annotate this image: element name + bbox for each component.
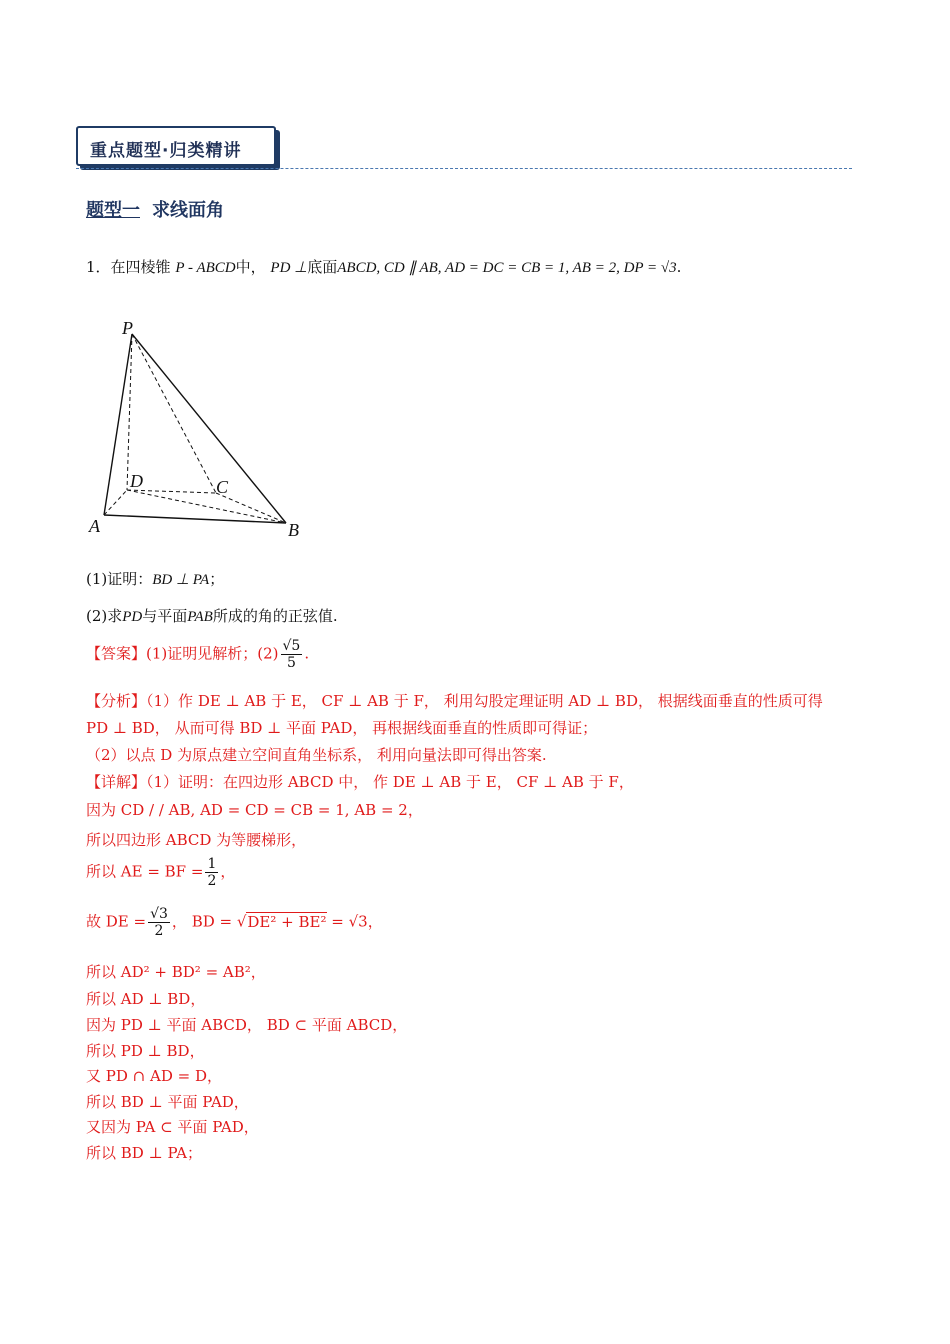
label-C: C — [216, 477, 229, 497]
label-A: A — [89, 516, 100, 536]
detail-line-5: 故 DE = $\frac{√3}{2}$ ， BD = √DE² + BE² = √3， — [86, 906, 383, 939]
q2-a: (2)求 — [86, 607, 123, 625]
stem-text-a: 在四棱锥 — [110, 258, 171, 276]
edge-DB — [127, 490, 286, 523]
stem-end: . — [676, 258, 682, 276]
detail-text-1: （1）证明：在四边形 ABCD 中， 作 DE ⊥ AB 于 E， CF ⊥ AB 于 F， — [146, 773, 634, 791]
problem-conditions: ABCD, CD ∥ AB, AD = DC = CB = 1, AB = 2, DP = √3 — [337, 260, 677, 276]
q2-b: 与平面 — [142, 607, 188, 625]
problem-number: 1． — [86, 258, 111, 276]
detail-label: 【详解】 — [86, 773, 147, 791]
q1-math: BD ⊥ PA — [152, 572, 210, 588]
pyramid-figure — [80, 310, 320, 550]
analysis-line-3: （2）以点 D 为原点建立空间直角坐标系， 利用向量法即可得出答案. — [86, 746, 547, 764]
detail-l5-fraction — [148, 906, 170, 939]
detail-l4-end: ， — [220, 862, 236, 881]
detail-line-11: 所以 BD ⊥ 平面 PAD， — [86, 1093, 249, 1111]
detail-line-9: 所以 PD ⊥ BD， — [86, 1042, 205, 1060]
type-heading — [86, 196, 224, 222]
detail-line-10: 又 PD ∩ AD = D， — [86, 1067, 222, 1085]
answer-fraction — [281, 638, 303, 671]
q1-end: ； — [209, 570, 225, 588]
answer-label: 【答案】 — [86, 644, 147, 663]
analysis-line-2: PD ⊥ BD， 从而可得 BD ⊥ 平面 PAD， 再根据线面垂直的性质即可得证； — [86, 719, 598, 737]
detail-line-12: 又因为 PA ⊂ 平面 PAD， — [86, 1118, 259, 1136]
detail-l4-a: 所以 AE = BF = — [86, 862, 204, 881]
detail-line-7: 所以 AD ⊥ BD， — [86, 990, 206, 1008]
type-tag: 题型一 — [86, 200, 140, 221]
detail-line-4 — [86, 856, 235, 889]
stem-text-c: 底面 — [307, 258, 338, 276]
answer-frac-num: √5 — [282, 638, 301, 654]
answer-text: (1)证明见解析；(2) — [146, 644, 279, 663]
q1-prefix: (1)证明： — [86, 570, 153, 588]
answer-line — [86, 638, 309, 671]
stem-text-b: 中， — [235, 258, 266, 276]
edge-CB — [216, 493, 286, 523]
problem-stem — [86, 256, 681, 277]
detail-line-13: 所以 BD ⊥ PA； — [86, 1144, 203, 1162]
section-title: 重点题型·归类精讲 — [90, 141, 242, 161]
detail-line-8: 因为 PD ⊥ 平面 ABCD， BD ⊂ 平面 ABCD， — [86, 1016, 408, 1034]
pd-perp: PD ⊥ — [270, 260, 308, 276]
section-divider — [76, 168, 852, 169]
question-1 — [86, 568, 224, 589]
q2-pab: PAB — [187, 609, 213, 625]
detail-line-2: 因为 CD / / AB, AD = CD = CB = 1, AB = 2， — [86, 801, 423, 819]
l5-den: 2 — [154, 923, 164, 939]
l4-num: 1 — [207, 856, 217, 872]
l5-num: √3 — [150, 906, 168, 922]
edge-AB — [104, 515, 286, 523]
analysis-label: 【分析】 — [86, 692, 147, 710]
detail-line-6: 所以 AD² + BD² = AB²， — [86, 963, 266, 981]
answer-frac-den: 5 — [286, 655, 296, 671]
analysis-text-1: （1）作 DE ⊥ AB 于 E， CF ⊥ AB 于 F， 利用勾股定理证明 AD ⊥ BD， 根据线面垂直的性质可得 — [146, 692, 823, 710]
detail-l5-c: = √3， — [331, 912, 383, 931]
edge-PA — [104, 334, 132, 515]
answer-end: . — [304, 644, 310, 663]
analysis-line-1 — [86, 690, 823, 711]
l4-den: 2 — [207, 873, 217, 889]
detail-line-1 — [86, 771, 634, 792]
edge-PC — [132, 334, 216, 493]
detail-line-3: 所以四边形 ABCD 为等腰梯形， — [86, 831, 307, 849]
q2-c: 所成的角的正弦值. — [212, 607, 338, 625]
label-P: P — [122, 318, 133, 338]
pyramid-name: P - ABCD — [175, 260, 236, 276]
type-name: 求线面角 — [152, 200, 224, 221]
edge-PB — [132, 334, 286, 523]
detail-l5-radicand: DE² + BE² — [247, 912, 327, 931]
detail-l5-b: ， BD = — [171, 912, 233, 931]
q2-pd: PD — [122, 609, 143, 625]
question-2 — [86, 605, 338, 626]
detail-l5-a: 故 DE = — [86, 912, 147, 931]
label-B: B — [288, 520, 299, 540]
detail-l4-fraction — [205, 856, 218, 889]
label-D: D — [130, 471, 143, 491]
